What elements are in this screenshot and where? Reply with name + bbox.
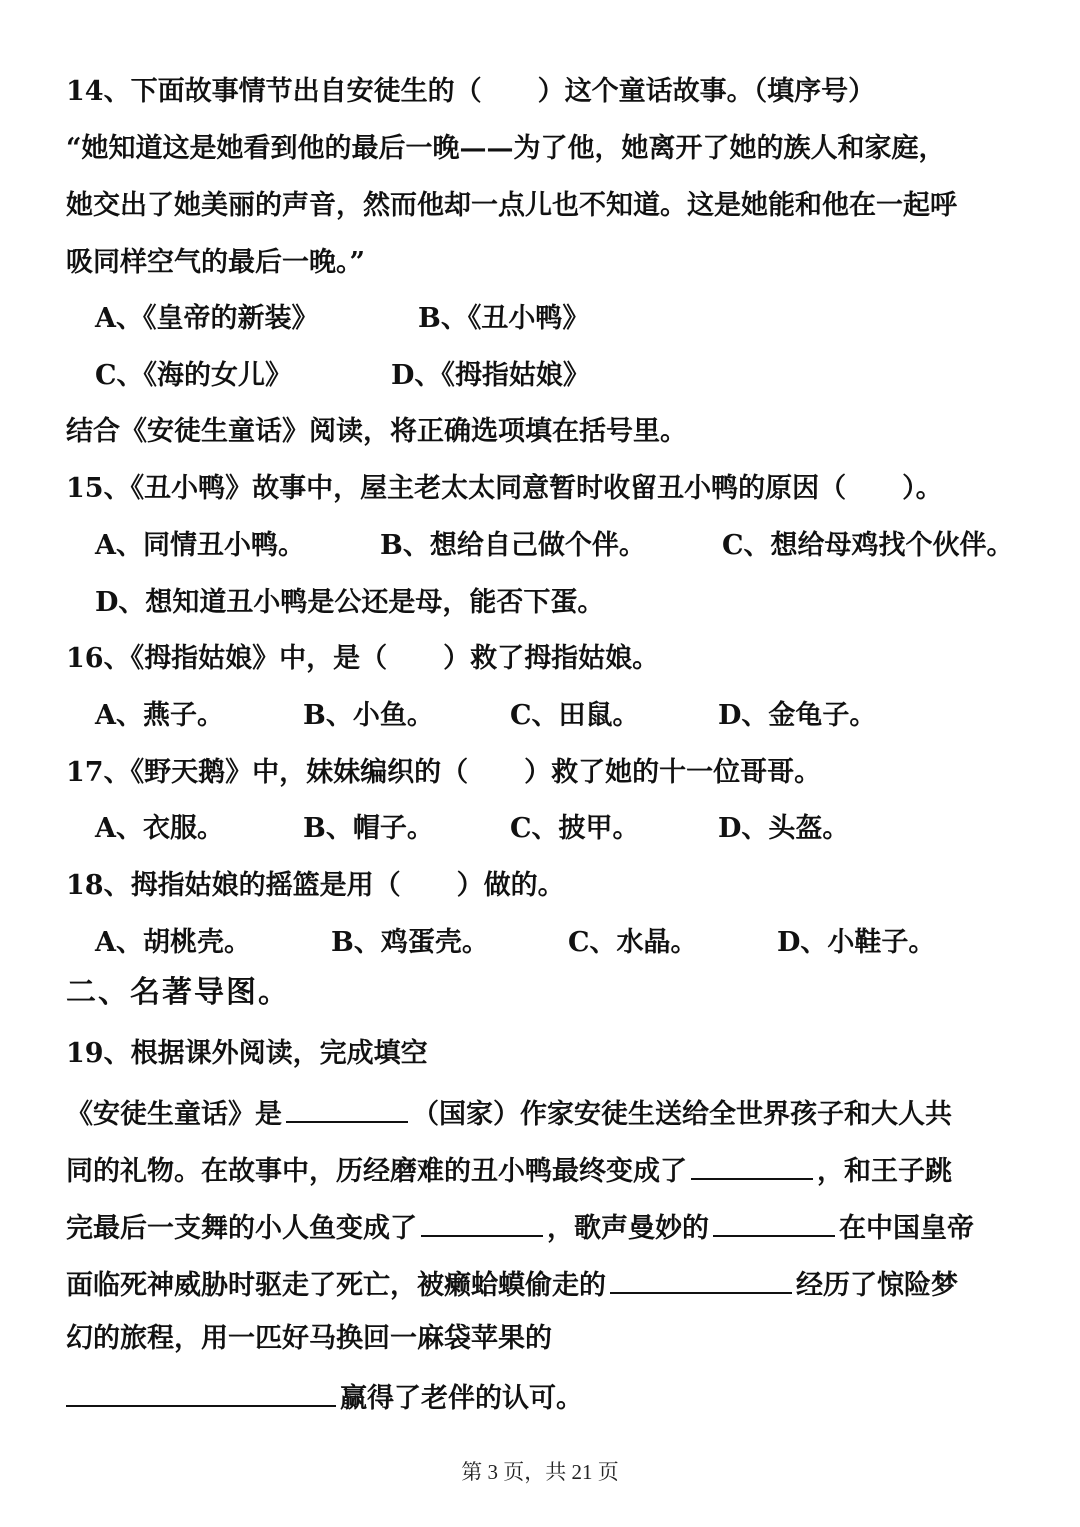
q19-line-2-part-b: ，和王子跳 [817,1156,952,1187]
q16-stem-part-b: ）救了拇指姑娘。 [443,643,660,674]
q19-blank-mermaid[interactable] [421,1207,543,1237]
q14-option-a: A、《皇帝的新装》 [95,303,319,334]
q18-stem [66,868,565,904]
q19-line-4-part-b: 经历了惊险梦 [796,1270,958,1301]
q15-stem [66,471,943,507]
q17-stem [66,755,821,791]
q19-line-4 [66,1264,958,1304]
q15-stem-part-b: ）。 [902,473,943,504]
q19-line-2 [66,1150,952,1190]
q14-quote-line-3: 吸同样空气的最后一晚。” [66,247,366,278]
q19-line-1-part-a: 《安徒生童话》是 [66,1099,282,1130]
q15-stem-part-a: 15、《丑小鸭》故事中，屋主老太太同意暂时收留丑小鸭的原因（ [66,473,847,504]
q16-stem-part-a: 16、《拇指姑娘》中，是（ [66,643,388,674]
q18-option-b: B、鸡蛋壳。 [331,927,489,958]
section-2-heading: 二、名著导图。 [66,975,290,1010]
q19-line-3-part-c: 在中国皇帝 [839,1213,974,1244]
q16-stem [66,641,659,677]
q19-line-1-part-b: （国家）作家安徒生送给全世界孩子和大人共 [412,1099,952,1130]
section-instruction: 结合《安徒生童话》阅读，将正确选项填在括号里。 [66,416,687,447]
q14-option-b: B、《丑小鸭》 [418,303,590,334]
q18-stem-part-a: 18、拇指姑娘的摇篮是用（ [66,870,401,901]
q16-option-c: C、田鼠。 [510,700,640,731]
q15-option-b: B、想给自己做个伴。 [380,530,646,561]
q16-option-d: D、金龟子。 [718,700,877,731]
q14-quote-line-2: 她交出了她美丽的声音，然而他却一点儿也不知道。这是她能和他在一起呼 [66,190,957,221]
q17-option-b: B、帽子。 [303,813,434,844]
q17-stem-part-b: ）救了她的十一位哥哥。 [524,757,822,788]
q14-stem-part-a: 14、下面故事情节出自安徒生的（ [66,76,482,107]
q15-option-a: A、同情丑小鸭。 [95,530,305,561]
q18-stem-part-b: ）做的。 [456,870,565,901]
q17-stem-part-a: 17、《野天鹅》中，妹妹编织的（ [66,757,469,788]
q19-blank-country[interactable] [286,1093,408,1123]
q14-stem [66,74,875,110]
q14-quote-line-1: “她知道这是她看到他的最后一晚——为了他，她离开了她的族人和家庭， [66,133,946,164]
q19-line-2-part-a: 同的礼物。在故事中，历经磨难的丑小鸭最终变成了 [66,1156,687,1187]
q19-blank-stolen[interactable] [610,1264,792,1294]
q19-line-3 [66,1207,974,1247]
q14-option-c: C、《海的女儿》 [95,360,292,391]
q19-line-3-part-a: 完最后一支舞的小人鱼变成了 [66,1213,417,1244]
q14-stem-part-b: ）这个童话故事。（填序号） [537,76,876,107]
q18-option-c: C、水晶。 [568,927,698,958]
q16-option-a: A、燕子。 [95,700,224,731]
q19-blank-singer[interactable] [713,1207,835,1237]
q15-option-c: C、想给母鸡找个伙伴。 [722,530,1014,561]
q18-option-d: D、小鞋子。 [777,927,936,958]
q19-line-6-text: 赢得了老伴的认可。 [340,1383,583,1414]
q17-option-c: C、披甲。 [510,813,640,844]
q19-blank-horse-trader[interactable] [66,1377,336,1407]
q18-option-a: A、胡桃壳。 [95,927,251,958]
q19-line-4-part-a: 面临死神威胁时驱走了死亡，被癞蛤蟆偷走的 [66,1270,606,1301]
q19-line-6 [66,1377,583,1417]
q17-option-d: D、头盔。 [718,813,850,844]
q14-option-d: D、《拇指姑娘》 [391,360,590,391]
q16-option-b: B、小鱼。 [303,700,434,731]
q19-stem: 19、根据课外阅读，完成填空 [66,1038,428,1069]
q19-line-1 [66,1093,952,1133]
q17-option-a: A、衣服。 [95,813,224,844]
q19-line-3-part-b: ，歌声曼妙的 [547,1213,709,1244]
q15-option-d: D、想知道丑小鸭是公还是母，能否下蛋。 [95,587,605,618]
q19-blank-duckling[interactable] [691,1150,813,1180]
q19-line-5: 幻的旅程，用一匹好马换回一麻袋苹果的 [66,1323,552,1354]
page-footer: 第 3 页，共 21 页 [461,1460,619,1484]
